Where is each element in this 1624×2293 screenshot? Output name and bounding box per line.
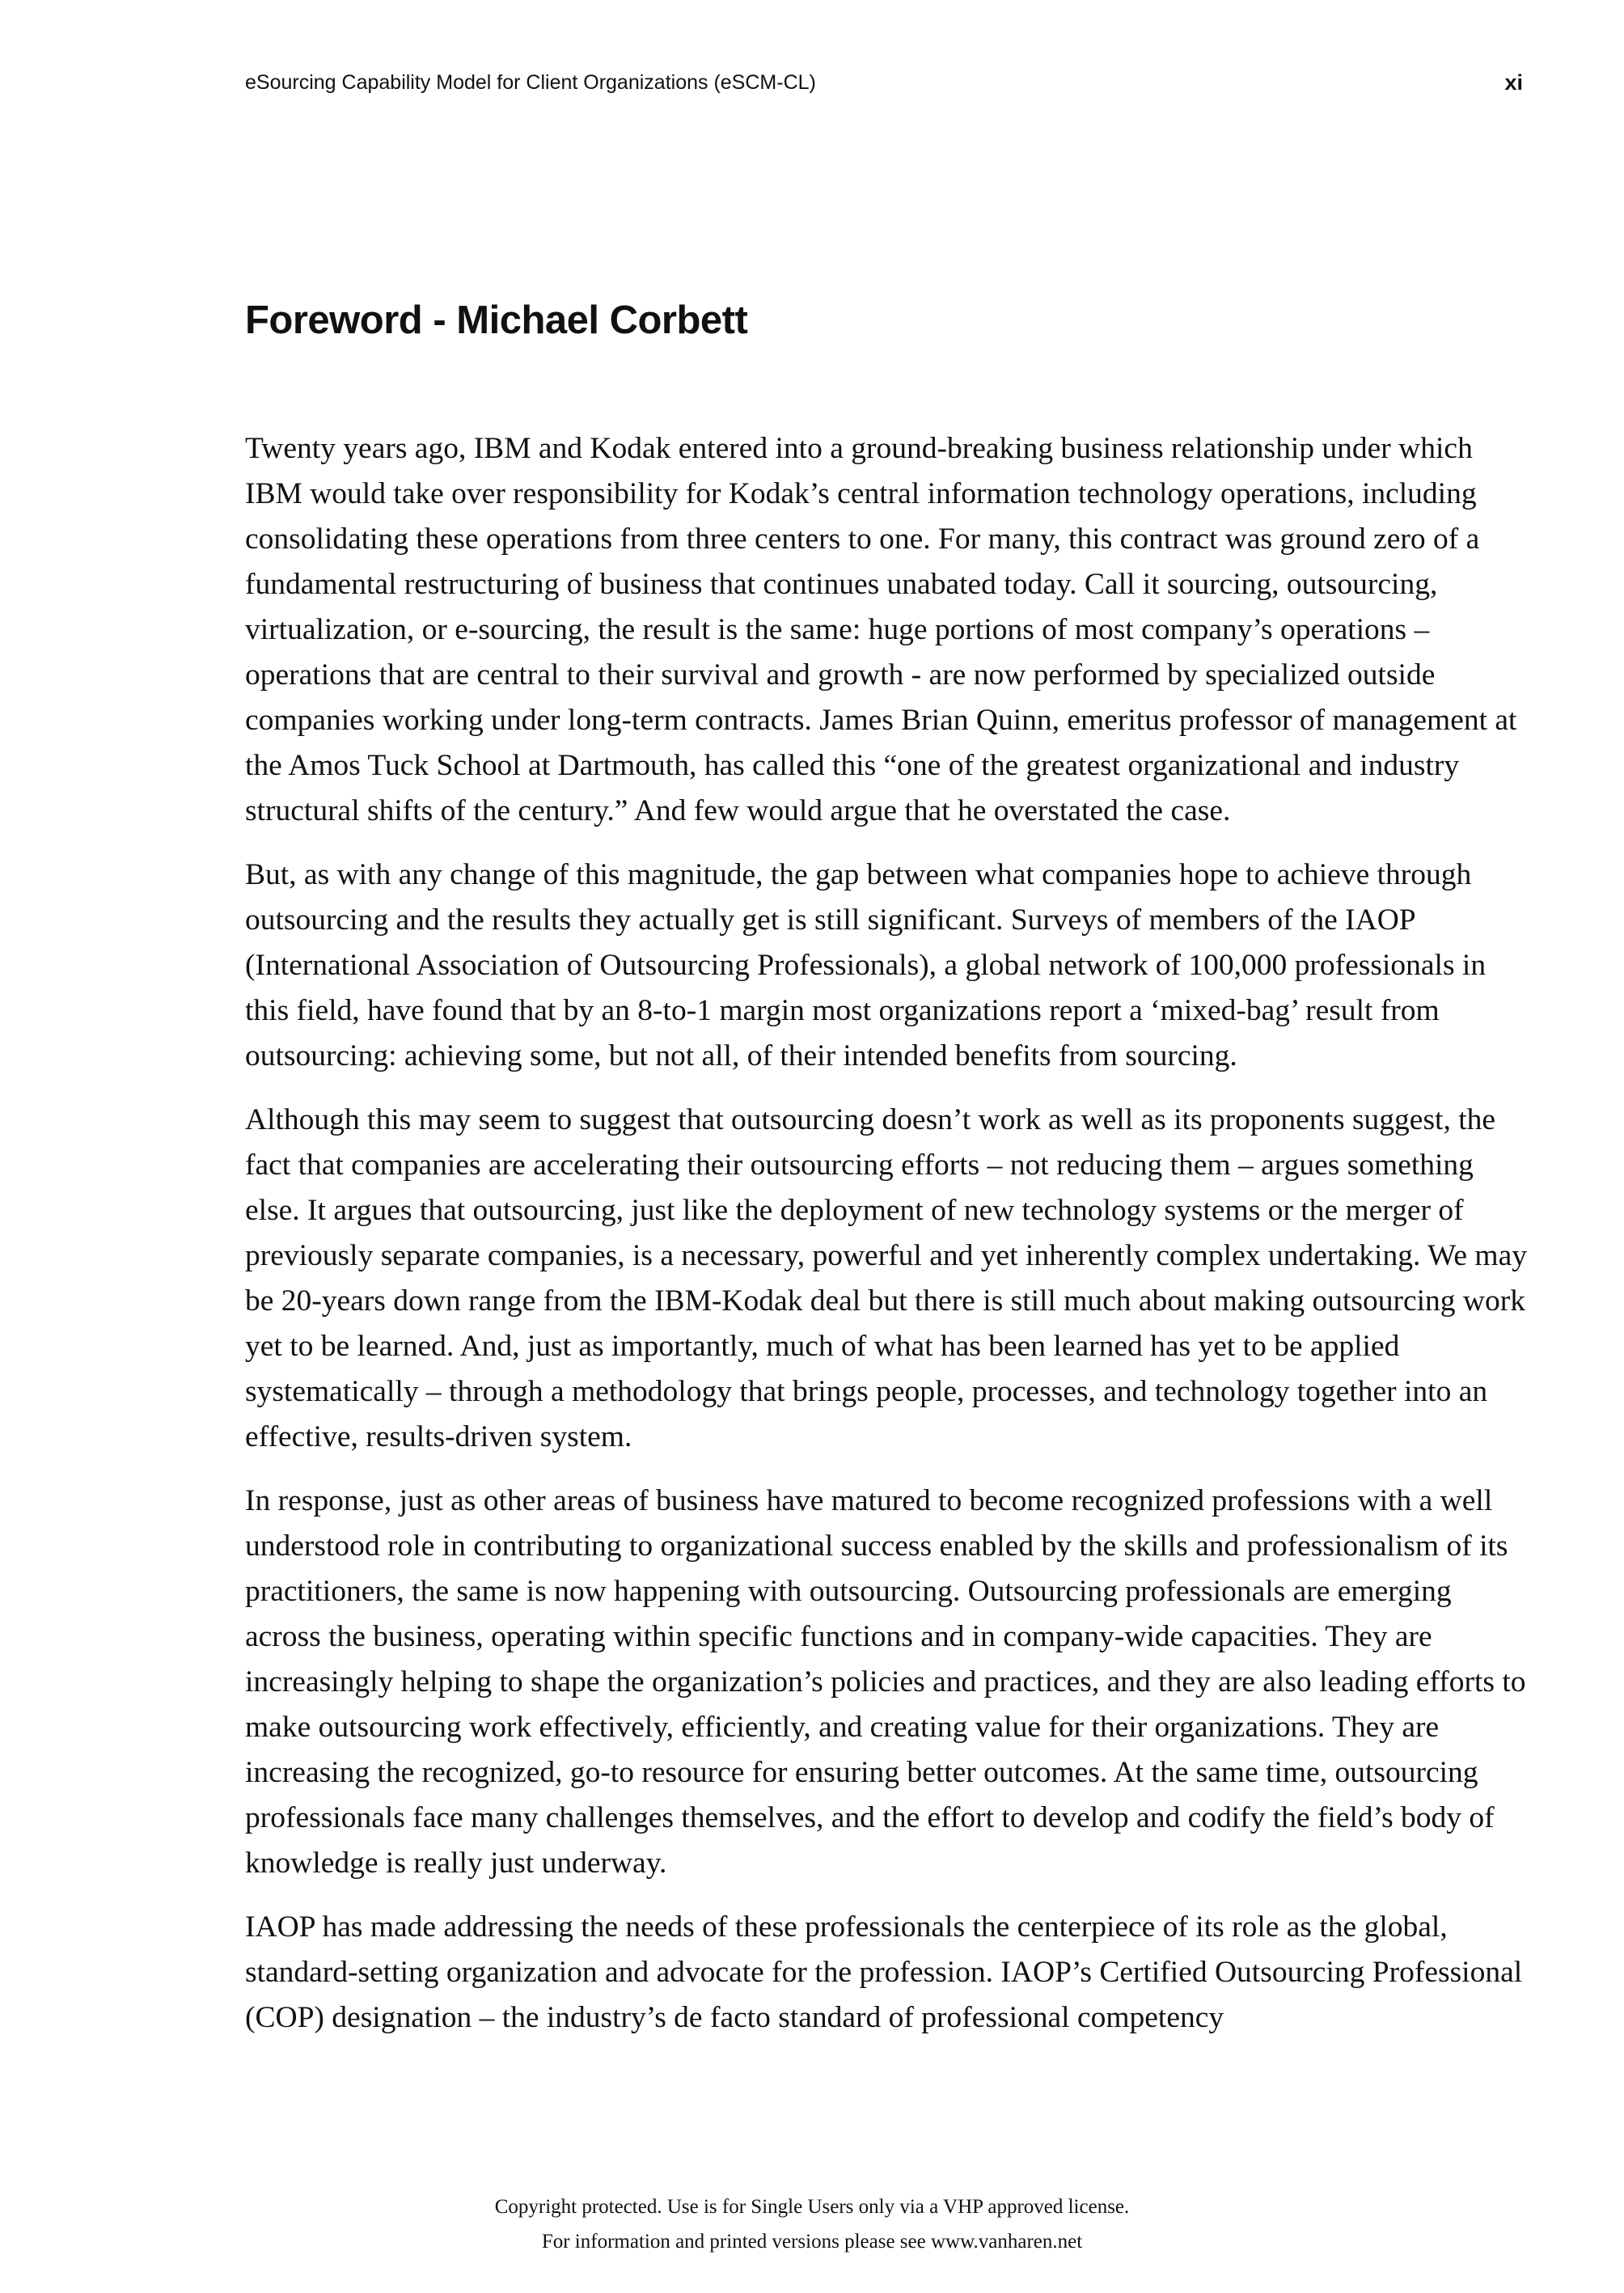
running-title: eSourcing Capability Model for Client Organizations (eSCM-CL) xyxy=(245,70,816,94)
paragraph-4: In response, just as other areas of business have matured to become recognized professions with a well understood role in contributing to organizational success enabled by the skills and professionalism of its practitioners, the same is now happening with outsourcing. Outsourcing professionals are emerging across the business, operating within specific functions and in company-wide capacities. They are increasingly helping to shape the organization’s policies and practices, and they are also leading efforts to make outsourcing work effectively, efficiently, and creating value for their organizations. They are increasing the recognized, go-to resource for ensuring better outcomes. At the same time, outsourcing professionals face many challenges themselves, and the effort to develop and codify the field’s body of knowledge is really just underway. xyxy=(245,1484,1526,1880)
paragraph-1: Twenty years ago, IBM and Kodak entered into a ground-breaking business relationship under which IBM would take over responsibility for Kodak’s central information technology operations, including consolidating these operations from three centers to one. For many, this contract was ground zero of a fundamental restructuring of business that continues unabated today. Call it sourcing, outsourcing, virtualization, or e-sourcing, the result is the same: huge portions of most company’s operations – operations that are central to their survival and growth - are now performed by specialized outside companies working under long-term contracts. James Brian Quinn, emeritus professor of management at the Amos Tuck School at Dartmouth, has called this “one of the greatest organizational and industry structural shifts of the century.” And few would argue that he overstated the case. xyxy=(245,432,1517,827)
chapter-title: Foreword - Michael Corbett xyxy=(245,298,748,342)
copyright-footer xyxy=(0,2189,1624,2259)
paragraph-3: Although this may seem to suggest that outsourcing doesn’t work as well as its proponents suggest, the fact that companies are accelerating their outsourcing efforts – not reducing them – argues something else. It argues that outsourcing, just like the deployment of new technology systems or the merger of previously separate companies, is a necessary, powerful and yet inherently complex undertaking. We may be 20-years down range from the IBM-Kodak deal but there is still much about making outsourcing work yet to be learned. And, just as importantly, much of what has been learned has yet to be applied systematically – through a methodology that brings people, processes, and technology together into an effective, results-driven system. xyxy=(245,1103,1527,1453)
paragraph-5: IAOP has made addressing the needs of these professionals the centerpiece of its role as the global, standard-setting organization and advocate for the profession. IAOP’s Certified Outsourcing Professional (COP) designation – the industry’s de facto standard of professional competency xyxy=(245,1910,1523,2034)
running-header xyxy=(245,66,1523,99)
info-line: For information and printed versions please see www.vanharen.net xyxy=(541,2231,1083,2253)
copyright-line: Copyright protected. Use is for Single Users only via a VHP approved license. xyxy=(494,2196,1130,2218)
foreword-body xyxy=(245,426,1531,2059)
paragraph-2: But, as with any change of this magnitude, the gap between what companies hope to achieve through outsourcing and the results they actually get is still significant. Surveys of members of the IAOP (International Association of Outsourcing Professionals), a global network of 100,000 professionals in this field, have found that by an 8-to-1 margin most organizations report a ‘mixed-bag’ result from outsourcing: achieving some, but not all, of their intended benefits from sourcing. xyxy=(245,858,1487,1072)
page-number: xi xyxy=(1504,70,1523,95)
